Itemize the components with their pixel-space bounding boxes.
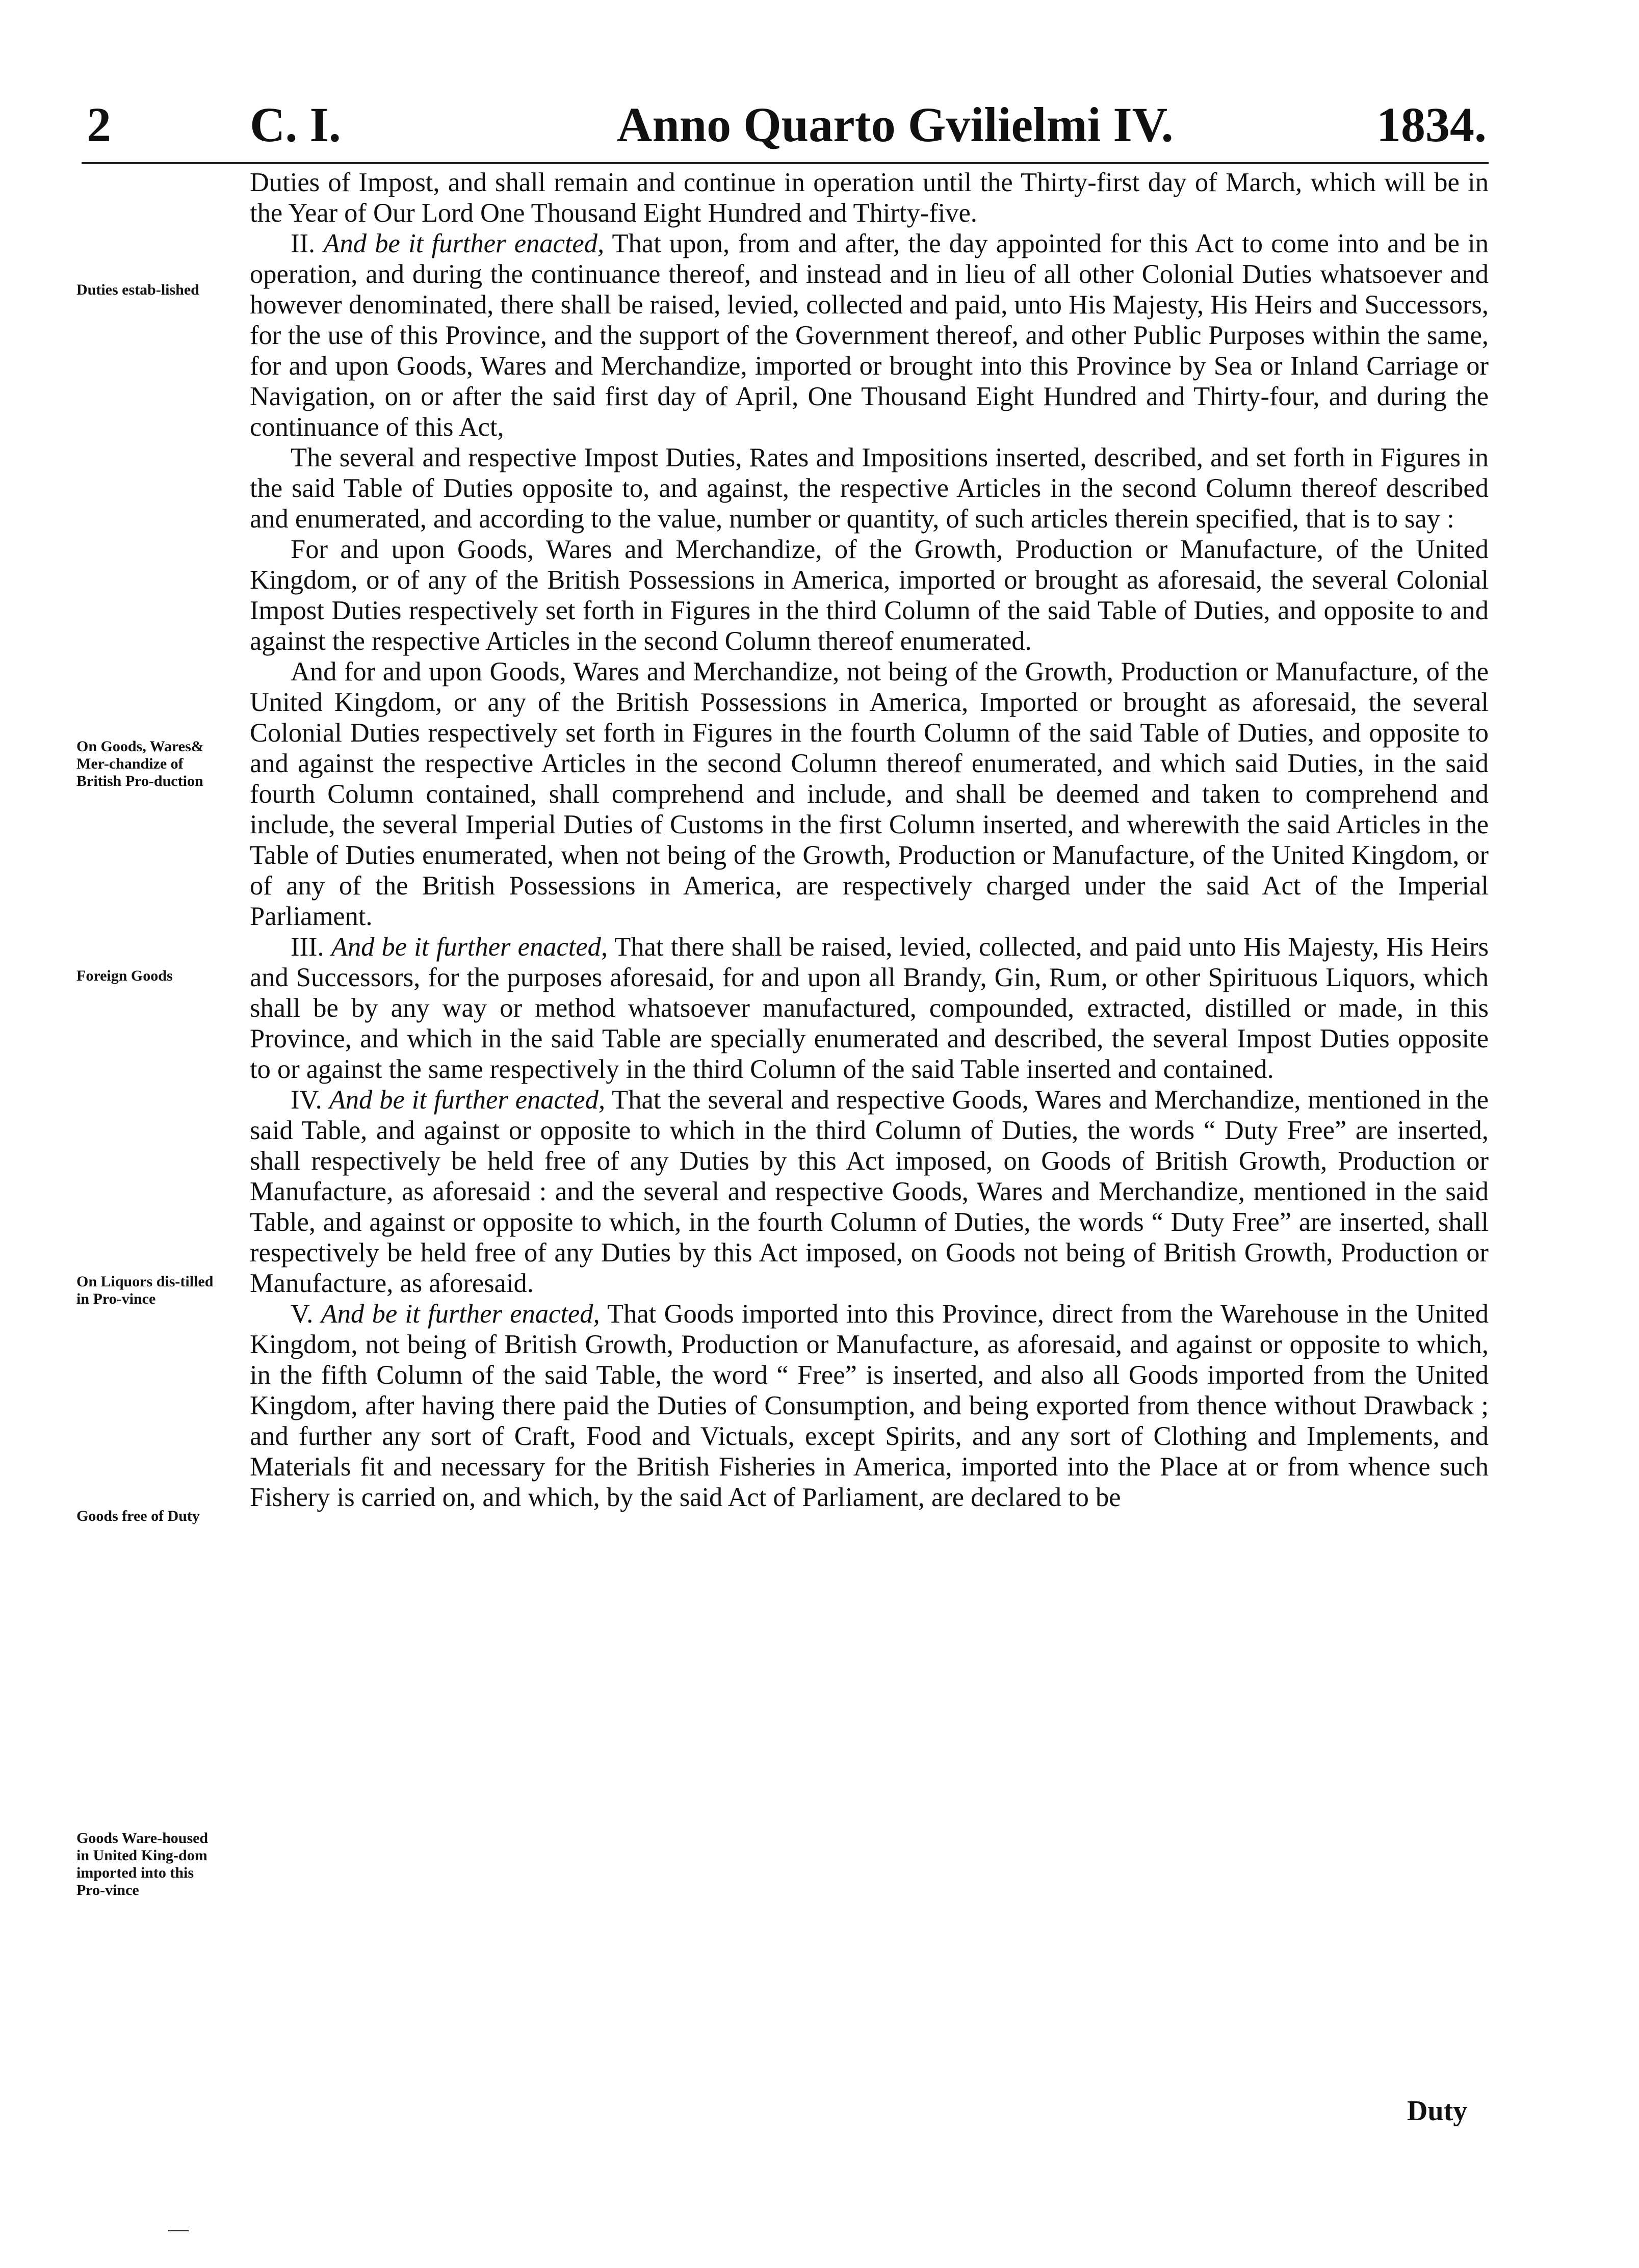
paragraph-several-duties: The several and respective Impost Duties, Rates and Impositions inserted, described, and set forth in Figures in the said Table of Duties opposite to, and against, the respective Articles in the second Column thereof described and enumerated, and according to the value, number or quantity, of such articles therein specified, that is to say : (250, 443, 1489, 534)
section-number: V. (291, 1299, 314, 1329)
paragraph-british-goods: For and upon Goods, Wares and Merchandize, of the Growth, Production or Manufacture, of the United Kingdom, or of any of the British Possessions in America, imported or brought as aforesaid, the several Colonial Impost Duties respectively set forth in Figures in the third Column of the said Table of Duties, and opposite to and against the respective Articles in the second Column thereof enumerated. (250, 535, 1489, 656)
page-number: 2 (87, 97, 111, 152)
section-number: II. (291, 229, 316, 258)
running-title: Anno Quarto Gvilielmi IV. (617, 97, 1174, 152)
section-3 (250, 932, 1489, 1085)
margin-note-british-goods: On Goods, Wares& Mer-chandize of British Pro-duction (76, 738, 204, 789)
section-text: That Goods imported into this Province, direct from the Warehouse in the United Kingdom, not being of British Growth, Production or Manufacture, as aforesaid, and against or opposite to which, in the fifth Column of the said Table, the word “ Free” is inserted, and also all Goods imported from the United Kingdom, after having there paid the Duties of Consumption, and being exported from thence without Drawback ; and further any sort of Craft, Food and Victuals, except Spirits, and any sort of Clothing and Implements, and Materials fit and necessary for the British Fisheries in America, imported into the Place at or from whence such Fishery is carried on, and which, by the said Act of Parliament, are declared to be (250, 1299, 1489, 1512)
enacting-clause: And be it further enacted, (323, 229, 605, 258)
enacting-clause: And be it further enacted, (329, 1085, 606, 1115)
body-text (250, 167, 1489, 1513)
chapter-number: C. I. (250, 97, 341, 152)
section-2 (250, 228, 1489, 442)
margin-note-liquors: On Liquors dis-tilled in Pro-vince (76, 1273, 214, 1307)
section-5 (250, 1299, 1489, 1513)
margin-note-goods-free: Goods free of Duty (76, 1508, 200, 1524)
margin-note-duties-established: Duties estab-lished (76, 281, 199, 298)
paragraph-foreign-goods: And for and upon Goods, Wares and Merchandize, not being of the Growth, Production or Manufacture, of the United Kingdom, or any of the British Possessions in America, Imported or brought as aforesaid, the several Colonial Duties respectively set forth in Figures in the fourth Column of the said Table of Duties, and opposite to and against the respective Articles in the second Column thereof enumerated, and which said Duties, in the said fourth Column contained, shall comprehend and include, and shall be deemed and taken to comprehend and include, the several Imperial Duties of Customs in the first Column inserted, and wherewith the said Articles in the Table of Duties enumerated, when not being of the Growth, Production or Manufacture, of the United Kingdom, or of any of the British Possessions in America, are respectively charged under the said Act of the Imperial Parliament. (250, 657, 1489, 931)
enacting-clause: And be it further enacted, (331, 932, 608, 962)
margin-note-foreign-goods: Foreign Goods (76, 967, 173, 984)
year: 1834. (1376, 97, 1487, 152)
paragraph-continuation: Duties of Impost, and shall remain and continue in operation until the Thirty-first day of March, which will be in the Year of Our Lord One Thousand Eight Hundred and Thirty-five. (250, 168, 1489, 228)
section-4 (250, 1085, 1489, 1299)
margin-note-warehoused-goods: Goods Ware-housed in United King-dom imported into this Pro-vince (76, 1830, 209, 1898)
catchword: Duty (1407, 2095, 1468, 2127)
section-text: That upon, from and after, the day appointed for this Act to come into and be in operation, and during the continuance thereof, and instead and in lieu of all other Colonial Duties whatsoever and however denominated, there shall be raised, levied, collected and paid, unto His Majesty, His Heirs and Successors, for the use of this Province, and the support of the Government thereof, and other Public Purposes within the same, for and upon Goods, Wares and Merchandize, imported or brought into this Province by Sea or Inland Carriage or Navigation, on or after the said first day of April, One Thousand Eight Hundred and Thirty-four, and during the continuance of this Act, (250, 229, 1489, 442)
header-rule (82, 162, 1489, 164)
enacting-clause: And be it further enacted, (321, 1299, 600, 1329)
section-number: IV. (291, 1085, 322, 1115)
page-header (0, 97, 1639, 158)
footer-dash (168, 2230, 189, 2231)
section-text: That there shall be raised, levied, collected, and paid unto His Majesty, His Heirs and Successors, for the purposes aforesaid, for and upon all Brandy, Gin, Rum, or other Spirituous Liquors, which shall be by any way or method whatsoever manufactured, compounded, extracted, distilled or made, in this Province, and which in the said Table are specially enumerated and described, the several Impost Duties opposite to or against the same respectively in the third Column of the said Table inserted and contained. (250, 932, 1489, 1084)
section-number: III. (291, 932, 324, 962)
section-text: That the several and respective Goods, Wares and Merchandize, mentioned in the said Table, and against or opposite to which in the third Column of Duties, the words “ Duty Free” are inserted, shall respectively be held free of any Duties by this Act imposed, on Goods of British Growth, Production or Manufacture, as aforesaid : and the several and respective Goods, Wares and Merchandize, mentioned in the said Table, and against or opposite to which, in the fourth Column of Duties, the words “ Duty Free” are inserted, shall respectively be held free of any Duties by this Act imposed, on Goods not being of British Growth, Production or Manufacture, as aforesaid. (250, 1085, 1489, 1298)
